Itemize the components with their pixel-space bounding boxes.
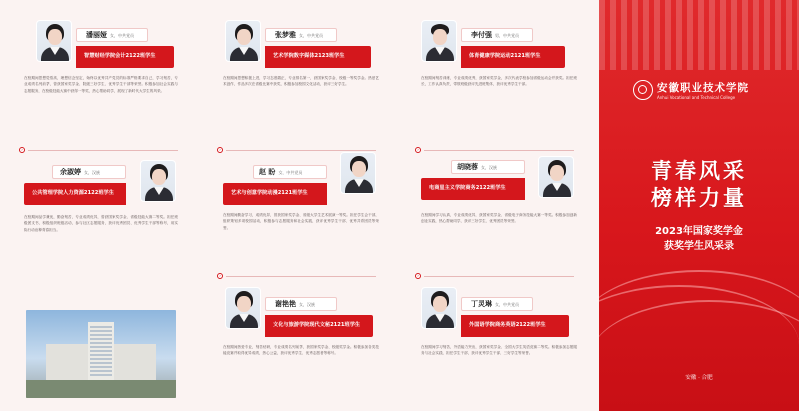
- student-bio: 在校期间热爱专业，刻苦钻研，专业成绩名列前茅，获国家奖学金、校级奖学金。积极参加各类技能竞赛并取得优异成绩，热心公益，获评优秀学生、优秀志愿者等称号。: [223, 345, 379, 356]
- student-photo: [36, 20, 72, 62]
- headline-1: 青春风采: [651, 158, 747, 183]
- student-photo: [225, 287, 261, 329]
- student-name: 潘丽娅: [86, 31, 107, 39]
- student-name: 谢艳艳: [275, 300, 296, 308]
- arrow-icon: ›: [19, 147, 25, 153]
- arrow-icon: ›: [217, 273, 223, 279]
- student-ribbon: [265, 300, 373, 337]
- divider: [424, 150, 574, 151]
- student-name: 张梦雅: [275, 31, 296, 39]
- student-tag: 女，中共党员: [299, 33, 323, 38]
- student-name: 余淑婷: [60, 168, 81, 176]
- student-title: 电商星主义学院商务2122班学生: [429, 185, 506, 191]
- student-bio: 在校期间学习刻苦，外语能力突出，获国家奖学金、全国大学生英语竞赛二等奖。积极参加志愿服务与社会实践，担任学生干部，获评优秀学生干部、三好学生等荣誉。: [421, 345, 577, 356]
- student-bio: 在校期间刻苦训练，专业成绩优秀，获国家奖学金，多次代表学校参加省级运动会并获奖。担任班长，工作认真负责，带领班级获评先进班集体，获评优秀学生干部。: [421, 76, 577, 87]
- city-skyline: [599, 0, 799, 70]
- subtitle-1: 2023年国家奖学金: [655, 226, 743, 237]
- student-tag: 女，中共党员: [278, 170, 303, 175]
- student-photo: [421, 20, 457, 62]
- student-tag: 女，汉族: [299, 302, 315, 307]
- student-bio: 在校期间勤奋学习，成绩优异，曾获国家奖学金、省级大学生艺术展演一等奖。担任学生会干部，组织策划多项校园活动，积极参与志愿服务和社会实践，获评优秀学生干部、优秀共青团员等荣誉。: [223, 213, 379, 230]
- school-logo-icon: [633, 80, 653, 100]
- divider: [424, 276, 574, 277]
- student-name: 赵 盼: [259, 168, 276, 176]
- panel-2: [203, 0, 401, 411]
- student-title: 艺术学院数字媒体2123班学生: [273, 53, 345, 59]
- student-title: 体育健康学院运动2121班学生: [469, 53, 541, 59]
- student-tag: 女，汉族: [481, 165, 497, 170]
- divider: [226, 276, 376, 277]
- school-name-en: Anhui Vocational and Technical College: [657, 95, 736, 100]
- student-tag: 女，中共党员: [110, 33, 134, 38]
- student-name: 胡晓蓉: [457, 163, 478, 171]
- student-tag: 女，中共党员: [495, 302, 519, 307]
- school-name: 安徽职业技术学院: [657, 82, 749, 94]
- location-footer: 安徽 · 合肥: [685, 375, 713, 381]
- student-photo: [340, 152, 376, 194]
- student-ribbon: [461, 300, 569, 337]
- student-tag: 男，中共党员: [495, 33, 519, 38]
- subtitle-2: 获奖学生风采录: [664, 241, 734, 252]
- panel-1: [0, 0, 203, 411]
- student-title: 智慧财经学院会计2122班学生: [84, 53, 156, 59]
- student-title: 文化与旅游学院现代文秘2121班学生: [273, 322, 361, 328]
- cover-panel: [599, 0, 799, 411]
- student-bio: 在校期间品学兼优，勤奋刻苦，专业成绩优异，曾获国家奖学金、省级技能大赛二等奖。担任班级团支书，积极组织班级活动，参与社区志愿服务，获评优秀团员、优秀学生干部等称号，用实际行动诠释青春担当。: [24, 215, 178, 232]
- student-ribbon: [461, 31, 565, 68]
- student-ribbon: [76, 31, 174, 68]
- student-bio: 在校期间思想觉悟高，理想信念坚定，始终以优秀共产党员的标准严格要求自己，学习刻苦，专业成绩名列前茅，曾获国家奖学金、院级三好学生、优秀学生干部等荣誉。积极参加社会实践与志愿服务，在校级技能大赛中获得一等奖，热心帮助同学，展现了新时代大学生的风采。: [24, 76, 178, 93]
- student-ribbon: [24, 168, 126, 205]
- student-name: 丁灵琳: [471, 300, 492, 308]
- student-photo: [421, 287, 457, 329]
- student-title: 外国语学院商务英语2122班学生: [469, 322, 546, 328]
- student-name: 李付强: [471, 31, 492, 39]
- headline-2: 榜样力量: [651, 185, 747, 210]
- arrow-icon: ›: [415, 147, 421, 153]
- divider: [28, 150, 178, 151]
- arrow-icon: ›: [217, 147, 223, 153]
- student-photo: [140, 160, 176, 202]
- student-ribbon: [421, 163, 525, 200]
- student-bio: 在校期间学习认真，专业成绩优异，获国家奖学金、省级电子商务技能大赛一等奖。积极参加创新创业实践，热心帮助同学，获评三好学生、优秀团员等荣誉。: [421, 213, 577, 224]
- student-tag: 女，汉族: [84, 170, 100, 175]
- student-ribbon: [265, 31, 371, 68]
- student-ribbon: [223, 168, 327, 205]
- arrow-icon: ›: [415, 273, 421, 279]
- campus-photo: [26, 310, 176, 398]
- panel-3: [401, 0, 599, 411]
- student-photo: [538, 156, 574, 198]
- student-photo: [225, 20, 261, 62]
- student-title: 艺术与创意学院动漫2121班学生: [231, 190, 308, 196]
- student-title: 公共管理学院人力资源2122班学生: [32, 190, 114, 196]
- divider: [226, 150, 376, 151]
- student-bio: 在校期间思想积极上进，学习态度端正，专业排名第一，获国家奖学金、校级一等奖学金。热爱艺术创作，作品多次在省级比赛中获奖，积极参加校园文化活动，获评三好学生。: [223, 76, 379, 87]
- decor-wave: [599, 300, 799, 411]
